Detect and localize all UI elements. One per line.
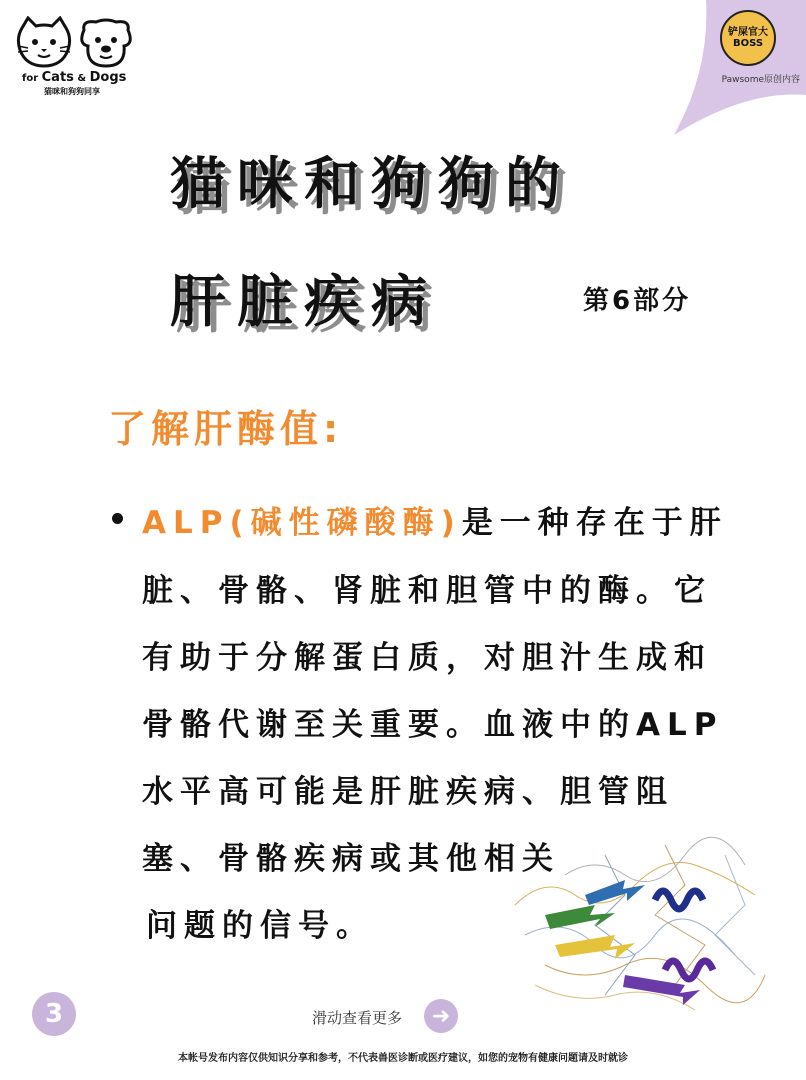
page-number-badge <box>32 992 76 1036</box>
brand-name-cn: 猫咪和狗狗同享 <box>44 87 100 96</box>
body-line-1-text: 是一种存在于肝 <box>461 505 728 541</box>
page-title-line2: 肝脏疾病 <box>170 270 438 335</box>
arrow-right-icon[interactable]: ➜ <box>424 999 458 1033</box>
body-line-5: 水平高可能是肝脏疾病、胆管阻 <box>142 774 674 810</box>
swipe-hint: 滑动查看更多 <box>312 1009 403 1027</box>
protein-structure-illustration <box>505 835 775 1020</box>
body-line-1 <box>142 497 728 542</box>
brand-main: Cats <box>41 70 74 85</box>
brand-prefix: for <box>22 73 39 84</box>
disclaimer: 本帐号发布内容仅供知识分享和参考，不代表兽医诊断或医疗建议，如您的宠物有健康问题请及时就诊 <box>178 1053 628 1064</box>
page-title-line1: 猫咪和狗狗的 <box>170 152 572 217</box>
body-line-3: 有助于分解蛋白质，对胆汁生成和 <box>142 640 712 676</box>
brand-end: Dogs <box>89 70 127 85</box>
brand-logo <box>14 16 139 100</box>
body-line-4: 骨骼代谢至关重要。血液中的ALP <box>142 707 724 743</box>
author-badge: 铲屎官大BOSS <box>720 10 776 66</box>
section-heading: 了解肝酶值: <box>108 407 344 451</box>
author-caption: Pawsome原创内容 <box>721 75 800 85</box>
brand-amp: & <box>77 73 87 84</box>
bullet-dot <box>112 513 123 524</box>
alp-highlight: ALP(碱性磷酸酶) <box>142 505 462 541</box>
body-line-7: 问题的信号。 <box>146 908 374 944</box>
part-label: 第6部分 <box>583 286 692 316</box>
body-line-6: 塞、骨骼疾病或其他相关 <box>142 841 560 877</box>
brand-name-en <box>22 70 126 85</box>
page-number: 3 <box>44 999 64 1029</box>
body-line-2: 脏、骨骼、肾脏和胆管中的酶。它 <box>142 573 712 609</box>
cat-dog-face-icon <box>14 16 139 72</box>
